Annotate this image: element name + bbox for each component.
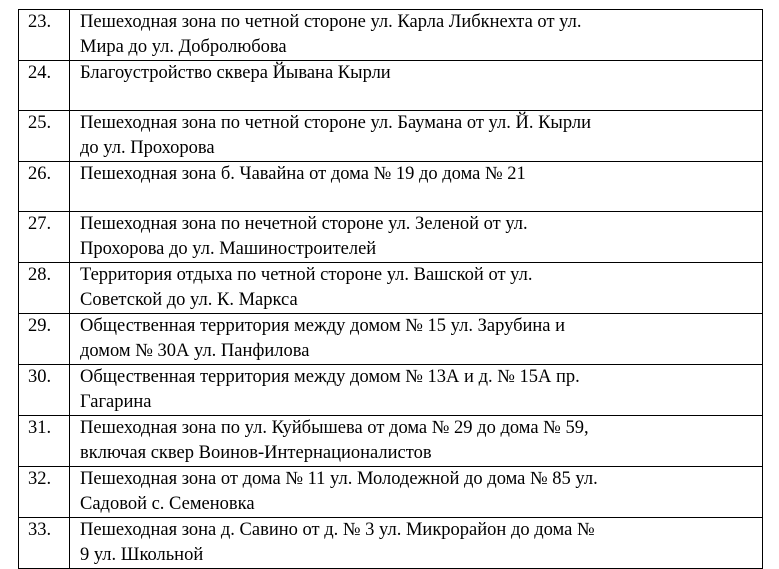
description-line: Благоустройство сквера Йывана Кырли xyxy=(80,63,391,83)
table-row xyxy=(19,314,763,365)
description-line: Советской до ул. К. Маркса xyxy=(80,290,298,310)
description-line: до ул. Прохорова xyxy=(80,138,215,158)
row-number: 26. xyxy=(19,162,70,212)
objects-table xyxy=(18,9,763,569)
description-line: домом № 30А ул. Панфилова xyxy=(80,341,310,361)
description-line: Общественная территория между домом № 13А и д. № 15А пр. xyxy=(80,367,580,387)
row-number: 25. xyxy=(19,111,70,162)
table-row xyxy=(19,61,763,111)
description-line: Гагарина xyxy=(80,392,152,412)
description-line: Пешеходная зона по ул. Куйбышева от дома № 29 до дома № 59, xyxy=(80,418,589,438)
table-row xyxy=(19,10,763,61)
description-line: Пешеходная зона по четной стороне ул. Карла Либкнехта от ул. xyxy=(80,12,582,32)
row-description xyxy=(70,314,763,365)
description-line: Пешеходная зона д. Савино от д. № 3 ул. Микрорайон до дома № xyxy=(80,520,595,540)
row-number: 28. xyxy=(19,263,70,314)
table-row xyxy=(19,111,763,162)
row-description xyxy=(70,518,763,569)
row-number: 32. xyxy=(19,467,70,518)
row-number: 29. xyxy=(19,314,70,365)
description-line: 9 ул. Школьной xyxy=(80,545,204,565)
description-line: Садовой с. Семеновка xyxy=(80,494,255,514)
row-description xyxy=(70,467,763,518)
description-line: Общественная территория между домом № 15 ул. Зарубина и xyxy=(80,316,566,336)
description-line: Пешеходная зона по четной стороне ул. Баумана от ул. Й. Кырли xyxy=(80,113,591,133)
row-description xyxy=(70,365,763,416)
row-number: 24. xyxy=(19,61,70,111)
row-description xyxy=(70,263,763,314)
description-line: включая сквер Воинов-Интернационалистов xyxy=(80,443,432,463)
table-row xyxy=(19,212,763,263)
description-line: Прохорова до ул. Машиностроителей xyxy=(80,239,377,259)
row-number: 23. xyxy=(19,10,70,61)
row-number: 30. xyxy=(19,365,70,416)
row-description xyxy=(70,162,763,212)
row-description xyxy=(70,416,763,467)
row-description xyxy=(70,212,763,263)
table-row xyxy=(19,263,763,314)
row-description xyxy=(70,111,763,162)
description-line: Территория отдыха по четной стороне ул. Вашской от ул. xyxy=(80,265,533,285)
description-line: Пешеходная зона по нечетной стороне ул. Зеленой от ул. xyxy=(80,214,528,234)
table-row xyxy=(19,518,763,569)
table-body xyxy=(19,10,763,569)
row-number: 31. xyxy=(19,416,70,467)
row-description xyxy=(70,61,763,111)
row-number: 27. xyxy=(19,212,70,263)
table-row xyxy=(19,416,763,467)
description-line: Мира до ул. Добролюбова xyxy=(80,37,287,57)
row-number: 33. xyxy=(19,518,70,569)
description-line: Пешеходная зона б. Чавайна от дома № 19 до дома № 21 xyxy=(80,164,526,184)
table-row xyxy=(19,365,763,416)
description-line: Пешеходная зона от дома № 11 ул. Молодежной до дома № 85 ул. xyxy=(80,469,598,489)
row-description xyxy=(70,10,763,61)
table-row xyxy=(19,162,763,212)
table-row xyxy=(19,467,763,518)
